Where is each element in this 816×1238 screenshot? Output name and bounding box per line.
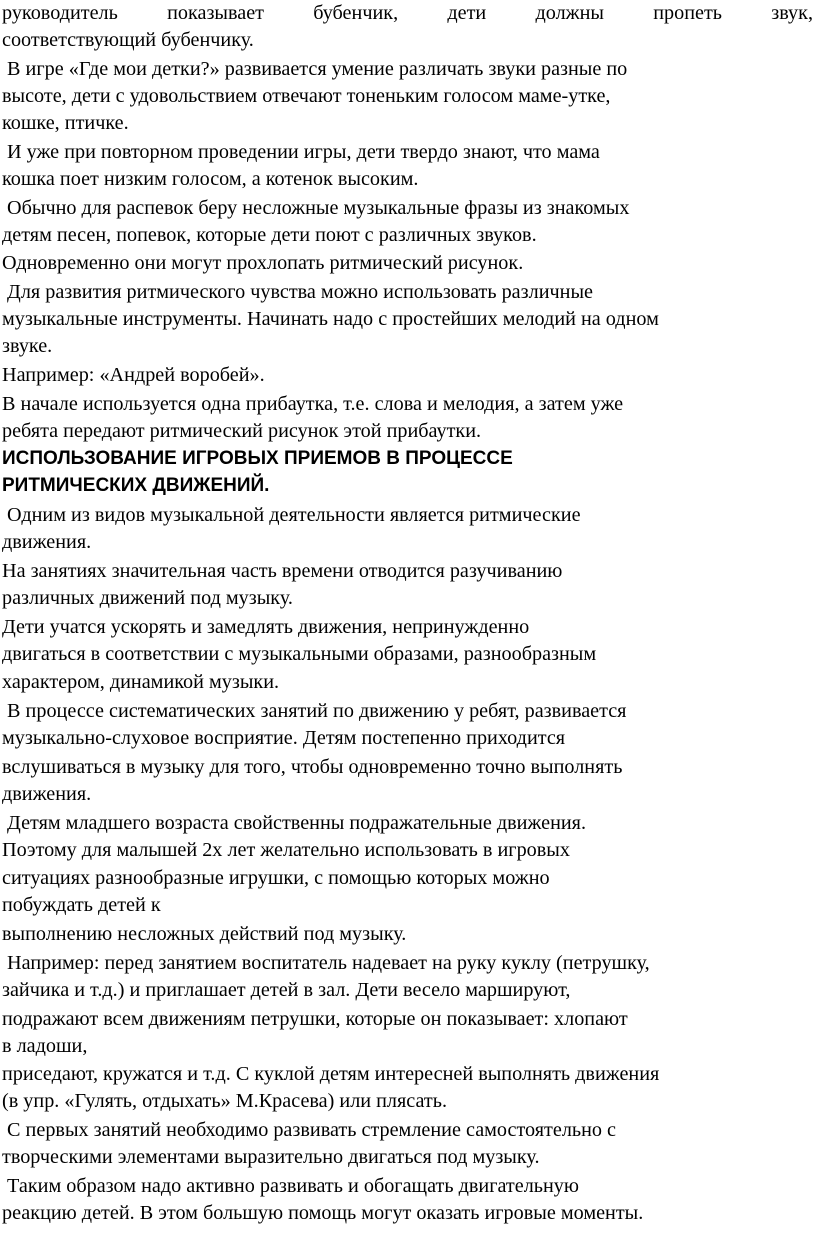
text-line: выполнению несложных действий под музыку. [2, 923, 407, 945]
text-line: Например: перед занятием воспитатель надевает на руку куклу (петрушку, [2, 952, 650, 974]
text-line: В игре «Где мои детки?» развивается умение различать звуки разные по [2, 58, 628, 80]
text-line: подражают всем движениям петрушки, которые он показывает: хлопают [2, 1008, 628, 1030]
text-line: С первых занятий необходимо развивать стремление самостоятельно с [2, 1119, 617, 1141]
text-line: реакцию детей. В этом большую помощь могут оказать игровые моменты. [2, 1202, 644, 1224]
text-line: приседают, кружатся и т.д. С куклой детям интересней выполнять движения [2, 1063, 660, 1085]
text-line: ребята передают ритмический рисунок этой прибаутки. [2, 420, 482, 442]
text-line: Для развития ритмического чувства можно использовать различные [2, 281, 593, 303]
text-line: Например: «Андрей воробей». [2, 364, 265, 386]
text-line: детям песен, попевок, которые дети поют с различных звуков. [2, 224, 537, 246]
text-line: в ладоши, [2, 1035, 88, 1057]
text-line: характером, динамикой музыки. [2, 671, 280, 693]
text-line: высоте, дети с удовольствием отвечают тоненьким голосом маме-утке, [2, 85, 611, 107]
text-line: Одним из видов музыкальной деятельности является ритмические [2, 504, 581, 526]
text-line: Детям младшего возраста свойственны подражательные движения. [2, 812, 587, 834]
text-line: кошке, птичке. [2, 112, 129, 134]
text-line: Обычно для распевок беру несложные музыкальные фразы из знакомых [2, 197, 630, 219]
text-line: движения. [2, 783, 92, 805]
text-line: творческими элементами выразительно двигаться под музыку. [2, 1146, 540, 1168]
text-line: побуждать детей к [2, 894, 161, 916]
text-line: звуке. [2, 335, 53, 357]
text-line: двигаться в соответствии с музыкальными образами, разнообразным [2, 643, 597, 665]
text-line: различных движений под музыку. [2, 587, 293, 609]
text-line: Дети учатся ускорять и замедлять движения, непринужденно [2, 616, 530, 638]
text-line: зайчика и т.д.) и приглашает детей в зал. Дети весело маршируют, [2, 979, 571, 1001]
text-line: кошка поет низким голосом, а котенок высоким. [2, 168, 419, 190]
text-line: движения. [2, 531, 92, 553]
text-line: В процессе систематических занятий по движению у ребят, развивается [2, 700, 627, 722]
text-line: ситуациях разнообразные игрушки, с помощью которых можно [2, 867, 550, 889]
text-line: соответствующий бубенчику. [2, 29, 254, 51]
text-line: руководитель показывает бубенчик, дети должны пропеть звук, [2, 2, 813, 24]
text-line: музыкальные инструменты. Начинать надо с простейших мелодий на одном [2, 308, 659, 330]
text-line: вслушиваться в музыку для того, чтобы одновременно точно выполнять [2, 756, 623, 778]
text-line: Таким образом надо активно развивать и обогащать двигательную [2, 1175, 579, 1197]
text-line: И уже при повторном проведении игры, дети твердо знают, что мама [2, 141, 600, 163]
text-line: На занятиях значительная часть времени отводится разучиванию [2, 560, 563, 582]
section-heading: РИТМИЧЕСКИХ ДВИЖЕНИЙ. [2, 475, 270, 496]
section-heading: ИСПОЛЬЗОВАНИЕ ИГРОВЫХ ПРИЕМОВ В ПРОЦЕССЕ [2, 448, 513, 469]
text-line: (в упр. «Гулять, отдыхать» М.Красева) или плясать. [2, 1090, 448, 1112]
text-line: музыкально-слуховое восприятие. Детям постепенно приходится [2, 727, 566, 749]
text-line: В начале используется одна прибаутка, т.е. слова и мелодия, а затем уже [2, 393, 624, 415]
text-line: Одновременно они могут прохлопать ритмический рисунок. [2, 252, 524, 274]
text-line: Поэтому для малышей 2х лет желательно использовать в игровых [2, 839, 570, 861]
